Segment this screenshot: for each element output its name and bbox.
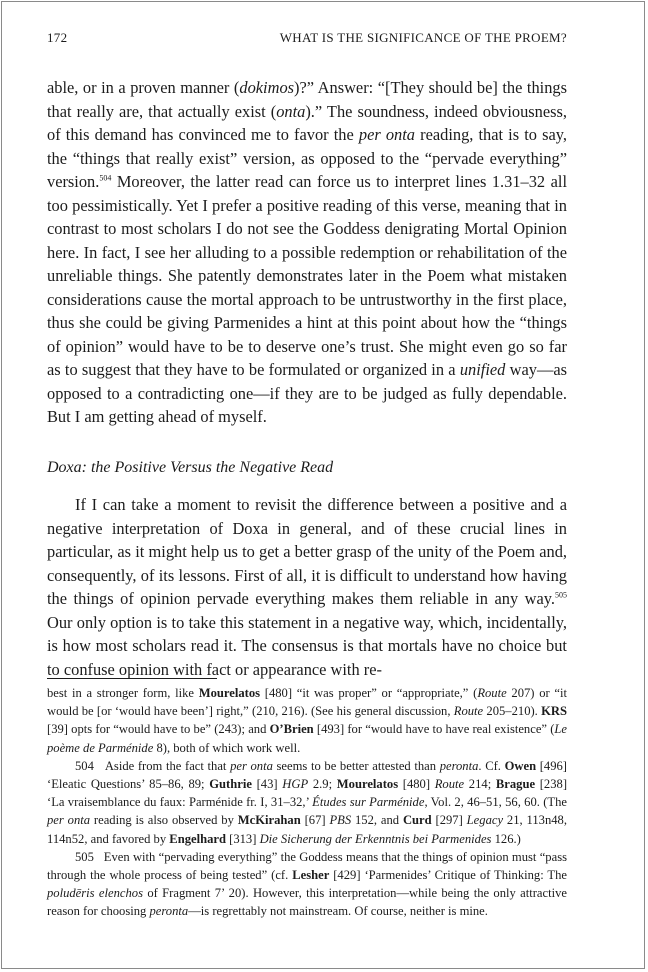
footnote-number: 505 (75, 849, 94, 864)
footnotes (47, 684, 567, 921)
footnote-ref-505[interactable]: 505 (555, 590, 567, 600)
footnote-504: 504 Aside from the fact that per onta seems to be better attested than peronta. Cf. Owen [496] ‘Eleatic Questions’ 85–86, 89; Guthrie [43] HGP 2.9; Mourelatos [480] Route 214; Brague [238] ‘La vraisemblance du faux: Parménide fr. I, 31–32,’ Études sur Parménide, Vol. 2, 46–51, 56, 60. (The per onta reading is also observed by McKirahan [67] PBS 152, and Curd [297] Legacy 21, 113n48, 114n52, and favored by Engelhard [313] Die Sicherung der Erkenntnis bei Parmenides 126.) (47, 758, 568, 846)
paragraph-2: If I can take a moment to revisit the difference between a positive and a negative interpretation of Doxa in general, and of these crucial lines in particular, as it might help us to get a better grasp of the unity of the Poem and, consequently, of its lessons. First of all, it is difficult to understand how having the things of opinion pervade everything makes them reliable in any way.$^{505}$ Our only option is to take this statement in a negative way, which, incidentally, is how most scholars read it. The consensus is that mortals have no choice but to confuse opinion with fact or appearance with re- (47, 495, 567, 679)
footnote-ref-504[interactable]: 504 (99, 173, 112, 183)
paragraph-1: able, or in a proven manner (dokimos)?” Answer: “[They should be] the things that really are, that actually exist (onta).” The soundness, indeed obviousness, of this demand has convinced me to favor the per onta reading, that is to say, the “things that really exist” version, as opposed to the “pervade everything” version.$^{504}$ Moreover, the latter read can force us to interpret lines 1.31–32 all too pessimistically. Yet I prefer a positive reading of this verse, meaning that in contrast to most scholars I do not see the Goddess denigrating Mortal Opinion here. In fact, I see her alluding to a possible redemption or rehabilitation of the unreliable things. She patently demonstrates later in the Poem what mistaken considerations cause the mortal approach to be untrustworthy in the first place, thus she could be giving Parmenides a hint at this point about how the “things of opinion” would have to be to deserve one’s trust. She might even go so far as to suggest that they have to be formulated or organized in a unified way—as opposed to a contradicting one—if they are to be judged as fully dependable. But I am getting ahead of myself. (47, 78, 568, 426)
running-head-title: WHAT IS THE SIGNIFICANCE OF THE PROEM? (279, 30, 567, 45)
running-header (47, 30, 567, 50)
footnote-505: 505 Even with “pervading everything” the Goddess means that the things of opinion must “pass through the whole process of being tested” (cf. Lesher [429] ‘Parmenides’ Critique of Thinking: The poludēris elenchos of Fragment 7’ 20). However, this interpretation—while being the only attractive reason for choosing peronta—is regrettably not mainstream. Of course, neither is mine. (47, 849, 567, 919)
main-text (47, 76, 567, 681)
page-number: 172 (47, 30, 68, 45)
section-heading: Doxa: the Positive Versus the Negative Read (47, 458, 334, 476)
footnote-continued: best in a stronger form, like Mourelatos [480] “it was proper” or “appropriate,” (Route 207) or “it would be [or ‘would have been’] right,” (210, 216). (See his general discussion, Route 205–210). KRS [39] opts for “would have to be” (243); and O’Brien [493] for “would have to have real existence” (Le poème de Parménide 8), both of which work well. (47, 686, 567, 755)
footnote-divider (47, 678, 217, 679)
footnote-number: 504 (75, 758, 94, 773)
